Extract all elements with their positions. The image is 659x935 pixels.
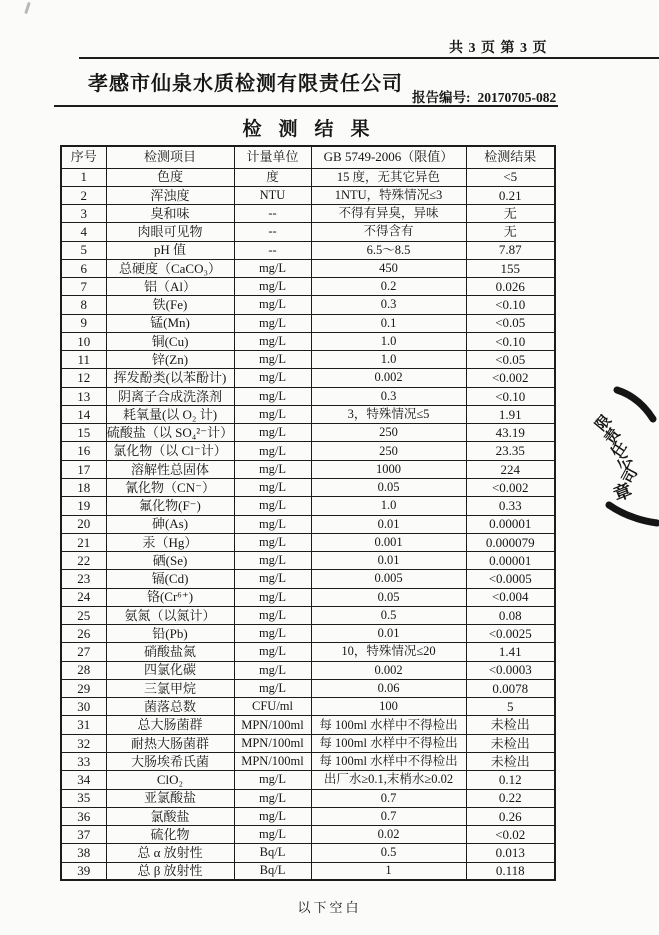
row-result: <0.10 [466,387,555,405]
row-seq: 37 [61,826,106,844]
table-row [61,826,555,844]
row-seq: 14 [61,405,106,423]
footer-note: 以下空白 [297,900,362,915]
table-row [61,588,555,606]
row-seq: 7 [61,278,106,296]
row-item: 氨氮（以氮计） [106,606,234,624]
row-item: 阴离子合成洗涤剂 [106,387,234,405]
row-seq: 16 [61,442,106,460]
col-header-item: 检测项目 [106,146,234,168]
row-item: 硒(Se) [106,552,234,570]
scan-artifact [24,2,31,14]
row-result: 0.026 [466,278,555,296]
row-seq: 13 [61,387,106,405]
row-unit: mg/L [234,515,311,533]
row-limit: 0.01 [311,625,466,643]
table-row [61,460,555,478]
row-item: 硝酸盐氮 [106,643,234,661]
row-limit: 每 100ml 水样中不得检出 [311,716,466,734]
row-seq: 30 [61,698,106,716]
row-item: 硫酸盐（以 SO₄²⁻计） [106,425,234,441]
row-result: 0.12 [466,771,555,789]
report-number-label: 报告编号: [412,90,471,105]
row-result: 0.000079 [466,533,555,551]
row-unit: mg/L [234,771,311,789]
row-limit: 1 [311,862,466,880]
row-limit: 450 [311,259,466,277]
row-seq: 27 [61,643,106,661]
table-row [61,387,555,405]
seal-arc-top [617,390,653,419]
row-item: 硫化物 [106,826,234,844]
row-result: <0.002 [466,369,555,387]
row-unit: mg/L [234,588,311,606]
row-unit: Bq/L [234,862,311,880]
row-seq: 10 [61,332,106,350]
row-seq: 38 [61,844,106,862]
table-row [61,643,555,661]
seal-arc-bottom [609,505,657,523]
table-row [61,807,555,825]
report-number [412,86,556,106]
document-title: 检测结果 [242,119,387,140]
row-result: <0.05 [466,314,555,332]
row-item: 耗氧量(以 O₂ 计) [106,405,234,423]
table-row [61,844,555,862]
seal-char: 公 [614,452,637,474]
row-item: 铬(Cr⁶⁺) [106,588,234,606]
row-unit: MPN/100ml [234,753,311,771]
row-limit: 1.0 [311,497,466,515]
row-seq: 15 [61,424,106,442]
row-unit: MPN/100ml [234,734,311,752]
row-item: 色度 [106,168,234,186]
row-unit: mg/L [234,296,311,314]
row-seq: 17 [61,460,106,478]
row-result: 7.87 [466,241,555,259]
table-row [61,771,555,789]
row-unit: mg/L [234,278,311,296]
table-row [61,223,555,241]
row-result: <0.004 [466,588,555,606]
table-row [61,753,555,771]
row-item: 总 α 放射性 [106,844,234,862]
row-limit: 0.01 [311,552,466,570]
seal-center-char: 章 [610,479,635,506]
col-header-result: 检测结果 [466,146,555,168]
row-unit: 度 [234,168,311,186]
row-result: 0.21 [466,186,555,204]
row-limit: 不得有异臭，异味 [311,205,466,223]
row-result: <0.05 [466,351,555,369]
row-seq: 34 [61,771,106,789]
row-unit: -- [234,205,311,223]
row-result: 155 [466,259,555,277]
table-row [61,552,555,570]
table-row [61,424,555,442]
row-limit: 0.1 [311,314,466,332]
row-result: 0.00001 [466,515,555,533]
row-seq: 23 [61,570,106,588]
row-unit: -- [234,241,311,259]
table-row [61,679,555,697]
table-header-row [61,146,555,168]
row-result: 0.118 [466,862,555,880]
row-item: 砷(As) [106,515,234,533]
row-seq: 36 [61,807,106,825]
row-unit: mg/L [234,442,311,460]
row-result: 1.41 [466,643,555,661]
row-limit: 0.05 [311,588,466,606]
row-limit: 250 [311,442,466,460]
row-item: 三氯甲烷 [106,679,234,697]
row-result: 5 [466,698,555,716]
row-limit: 0.2 [311,278,466,296]
row-seq: 39 [61,862,106,880]
row-result: 0.33 [466,497,555,515]
row-limit: 15 度，无其它异色 [311,168,466,186]
row-seq: 5 [61,241,106,259]
row-limit: 0.7 [311,807,466,825]
row-item: 四氯化碳 [106,661,234,679]
company-seal [579,386,659,538]
table-row [61,442,555,460]
table-row [61,716,555,734]
row-item: 臭和味 [106,205,234,223]
row-seq: 8 [61,296,106,314]
row-item: 菌落总数 [106,698,234,716]
row-unit: mg/L [234,625,311,643]
seal-char: 司 [619,465,642,487]
row-seq: 35 [61,789,106,807]
col-header-limit: GB 5749-2006（限值） [311,146,466,168]
row-limit: 0.01 [311,515,466,533]
row-result: 0.22 [466,789,555,807]
row-limit: 0.002 [311,661,466,679]
row-item: 氟化物(F⁻) [106,497,234,515]
seal-char: 任 [608,439,631,461]
table-row [61,862,555,880]
row-item: 铅(Pb) [106,625,234,643]
row-seq: 33 [61,753,106,771]
row-result: <5 [466,168,555,186]
table-row [61,533,555,551]
table-row [61,606,555,624]
row-limit: 0.5 [311,606,466,624]
row-seq: 11 [61,351,106,369]
row-item: 浑浊度 [106,186,234,204]
table-row [61,278,555,296]
row-result: 0.26 [466,807,555,825]
row-result: 23.35 [466,442,555,460]
row-limit: 0.5 [311,844,466,862]
header-rule-top [79,57,659,59]
row-limit: 不得含有 [311,223,466,241]
row-limit: 1NTU，特殊情况≤3 [311,186,466,204]
row-seq: 19 [61,497,106,515]
table-row [61,698,555,716]
row-unit: mg/L [234,369,311,387]
row-limit: 0.06 [311,679,466,697]
table-row [61,332,555,350]
row-item: ClO₂ [106,771,234,789]
row-limit: 0.05 [311,479,466,497]
row-result: <0.0025 [466,625,555,643]
row-unit: -- [234,223,311,241]
row-unit: mg/L [234,497,311,515]
row-limit: 3，特殊情况≤5 [311,405,466,423]
row-limit: 10，特殊情况≤20 [311,643,466,661]
table-row [61,789,555,807]
row-limit: 1.0 [311,332,466,350]
row-result: 0.00001 [466,552,555,570]
row-seq: 24 [61,588,106,606]
row-seq: 29 [61,679,106,697]
report-number-value: 20170705-082 [477,90,557,105]
header-rule-mid [54,105,558,107]
row-limit: 1.0 [311,351,466,369]
row-result: <0.002 [466,479,555,497]
row-unit: mg/L [234,351,311,369]
row-item: 汞（Hg） [106,533,234,551]
row-result: 未检出 [466,734,555,752]
row-unit: mg/L [234,606,311,624]
table-row [61,296,555,314]
table-row [61,515,555,533]
row-result: <0.10 [466,296,555,314]
table-row [61,369,555,387]
row-unit: mg/L [234,679,311,697]
row-seq: 18 [61,479,106,497]
row-result: <0.10 [466,332,555,350]
seal-char: 限 [592,412,615,435]
row-item: 总 β 放射性 [106,862,234,880]
row-item: 镉(Cd) [106,570,234,588]
row-limit: 0.002 [311,369,466,387]
row-seq: 9 [61,314,106,332]
row-unit: mg/L [234,314,311,332]
row-seq: 20 [61,515,106,533]
row-unit: MPN/100ml [234,716,311,734]
row-result: 无 [466,205,555,223]
row-unit: mg/L [234,332,311,350]
row-unit: mg/L [234,807,311,825]
row-item: 大肠埃希氏菌 [106,753,234,771]
row-item: 溶解性总固体 [106,460,234,478]
row-seq: 21 [61,533,106,551]
col-header-unit: 计量单位 [234,146,311,168]
row-result: 224 [466,460,555,478]
row-unit: mg/L [234,661,311,679]
row-limit: 6.5～8.5 [311,241,466,259]
row-seq: 2 [61,186,106,204]
row-limit: 每 100ml 水样中不得检出 [311,734,466,752]
table-row [61,625,555,643]
row-unit: mg/L [234,643,311,661]
row-seq: 28 [61,661,106,679]
row-limit: 每 100ml 水样中不得检出 [311,753,466,771]
row-unit: mg/L [234,789,311,807]
table-row [61,351,555,369]
row-limit: 100 [311,698,466,716]
row-result: 未检出 [466,716,555,734]
row-result: 0.08 [466,606,555,624]
company-name: 孝感市仙泉水质检测有限责任公司 [88,73,403,95]
row-unit: mg/L [234,460,311,478]
table-row [61,497,555,515]
row-seq: 1 [61,168,106,186]
row-limit: 0.3 [311,387,466,405]
table-row [61,259,555,277]
table-row [61,570,555,588]
row-item: 铁(Fe) [106,296,234,314]
row-item: 铜(Cu) [106,332,234,350]
seal-char: 责 [601,425,624,448]
table-row [61,241,555,259]
row-result: <0.0003 [466,661,555,679]
table-row [61,168,555,186]
row-seq: 32 [61,734,106,752]
row-unit: NTU [234,186,311,204]
row-unit: CFU/ml [234,698,311,716]
row-item: pH 值 [106,241,234,259]
row-result: 未检出 [466,753,555,771]
row-unit: mg/L [234,570,311,588]
row-limit: 250 [311,424,466,442]
table-row [61,205,555,223]
row-result: <0.02 [466,826,555,844]
row-seq: 25 [61,606,106,624]
table-row [61,405,555,423]
row-limit: 0.001 [311,533,466,551]
row-item: 氰化物（CN⁻） [106,479,234,497]
page-indicator: 共 3 页 第 3 页 [449,41,548,56]
row-item: 总大肠菌群 [106,716,234,734]
table-row [61,314,555,332]
row-seq: 6 [61,259,106,277]
row-result: 0.013 [466,844,555,862]
row-unit: mg/L [234,826,311,844]
row-limit: 0.02 [311,826,466,844]
row-unit: Bq/L [234,844,311,862]
row-item: 耐热大肠菌群 [106,734,234,752]
row-seq: 3 [61,205,106,223]
row-item: 挥发酚类(以苯酚计) [106,369,234,387]
row-limit: 0.7 [311,789,466,807]
row-limit: 0.005 [311,570,466,588]
row-item: 锌(Zn) [106,351,234,369]
row-unit: mg/L [234,405,311,423]
row-result: 0.0078 [466,679,555,697]
row-result: <0.0005 [466,570,555,588]
table-row [61,479,555,497]
row-unit: mg/L [234,424,311,442]
row-item: 总硬度（CaCO₃） [106,259,234,277]
row-limit: 出厂水≥0.1,末梢水≥0.02 [311,771,466,789]
row-item: 氯酸盐 [106,807,234,825]
row-item: 锰(Mn) [106,314,234,332]
row-item: 氯化物（以 Cl⁻计） [106,442,234,460]
row-result: 43.19 [466,424,555,442]
table-row [61,661,555,679]
results-table [60,145,556,881]
table-row [61,186,555,204]
col-header-seq: 序号 [61,146,106,168]
row-seq: 22 [61,552,106,570]
table-row [61,734,555,752]
row-item: 肉眼可见物 [106,223,234,241]
row-limit: 0.3 [311,296,466,314]
row-item: 亚氯酸盐 [106,789,234,807]
row-unit: mg/L [234,479,311,497]
row-seq: 26 [61,625,106,643]
row-result: 1.91 [466,405,555,423]
row-unit: mg/L [234,552,311,570]
row-seq: 31 [61,716,106,734]
row-limit: 1000 [311,460,466,478]
row-unit: mg/L [234,259,311,277]
row-result: 无 [466,223,555,241]
row-seq: 4 [61,223,106,241]
row-item: 铝（Al） [106,278,234,296]
row-unit: mg/L [234,387,311,405]
row-seq: 12 [61,369,106,387]
row-unit: mg/L [234,533,311,551]
